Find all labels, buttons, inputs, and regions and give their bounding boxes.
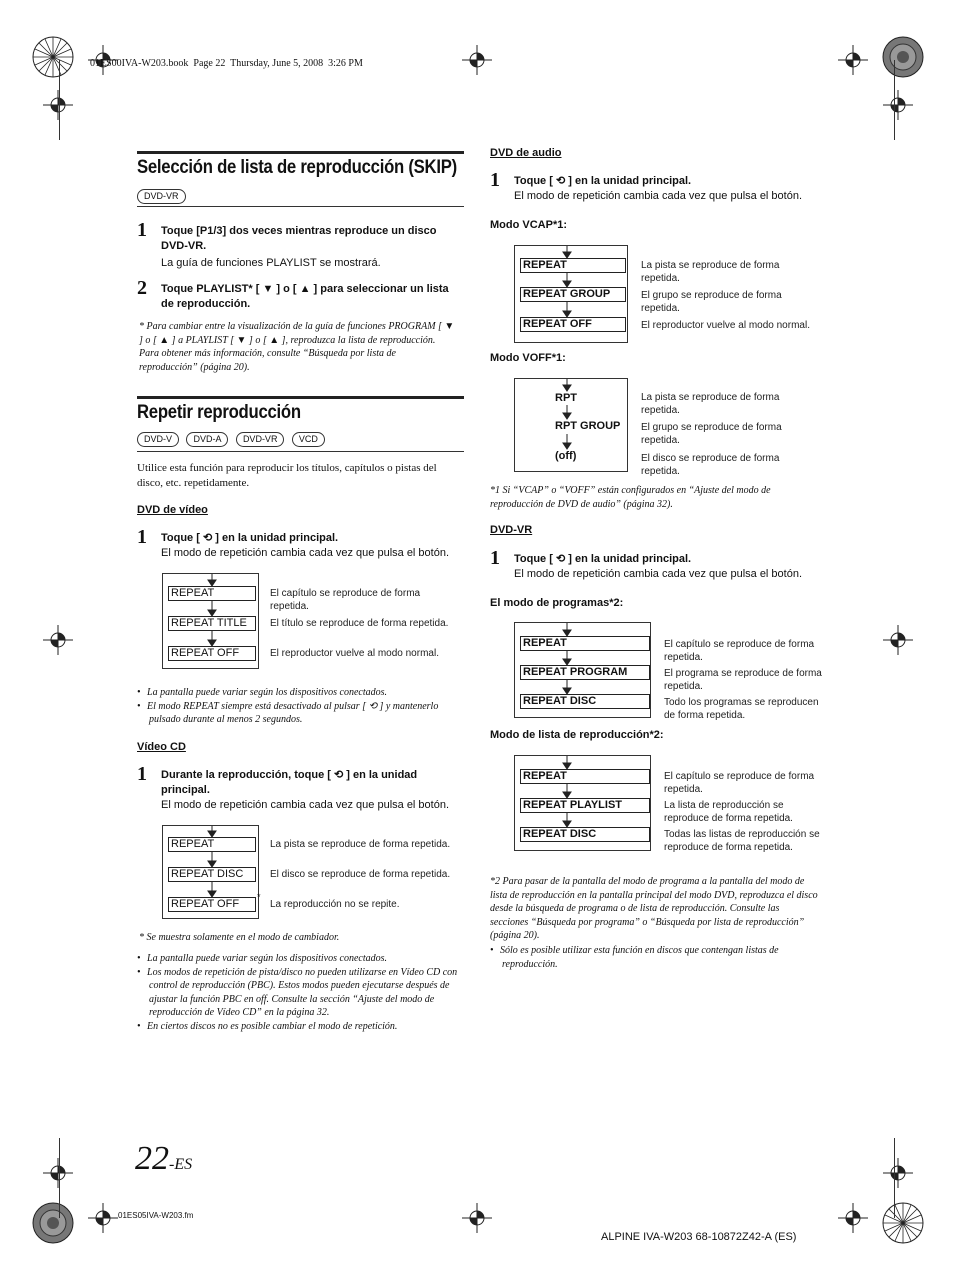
badge-dvd-vr: DVD-VR <box>137 189 186 204</box>
badge-dvd-v: DVD-V <box>137 432 179 447</box>
dvd-vr-footnote: *2 Para pasar de la pantalla del modo de programa a la pantalla del modo de lista de reproducción en la pantalla principal del modo DVD, reproduzca el disco desde la búsqueda de programa o de lista de reproducción. Consulte las secciones “Búsqueda por programa” o “Búsqueda por lista de reproducción” (página 20). <box>490 876 818 941</box>
flow-item: REPEAT PROGRAM <box>520 665 650 680</box>
step-description: El modo de repetición cambia cada vez que pulsa el botón. <box>161 547 450 559</box>
step-number: 2 <box>137 277 147 299</box>
flow-desc: El disco se reproduce de forma repetida. <box>270 869 451 880</box>
flow-desc: La pista se reproduce de forma repetida. <box>641 260 780 284</box>
flow-item: REPEAT GROUP <box>520 287 626 302</box>
flow-desc: La lista de reproducción se reproduce de forma repetida. <box>664 800 793 824</box>
dvd-audio-footnote: *1 Si “VCAP” o “VOFF” están configurados en “Ajuste del modo de reproducción de DVD de audio” (página 32). <box>490 485 771 510</box>
flow-item: REPEAT <box>168 586 256 601</box>
flow-desc: El disco se reproduce de forma repetida. <box>641 453 780 477</box>
flow-item: REPEAT <box>520 769 650 784</box>
flow-item: REPEAT <box>520 636 650 651</box>
step-description: El modo de repetición cambia cada vez que pulsa el botón. <box>514 190 803 202</box>
page-number-value: 22 <box>135 1140 169 1177</box>
flow-item: REPEAT DISC <box>520 827 650 842</box>
step-number: 1 <box>137 526 147 548</box>
step-title: Durante la reproducción, toque [ ⟲ ] en la unidad principal. <box>161 769 418 796</box>
footer-file-name: 01ES05IVA-W203.fm <box>118 1211 194 1220</box>
step-description: El modo de repetición cambia cada vez que pulsa el botón. <box>514 568 803 580</box>
flow-item: REPEAT DISC <box>168 867 256 882</box>
mode-title-program: El modo de programas*2: <box>490 597 624 609</box>
asterisk-mark: * <box>257 892 261 902</box>
flow-desc: La reproducción no se repite. <box>270 899 400 910</box>
badge-dvd-vr: DVD-VR <box>236 432 285 447</box>
flow-desc: El programa se reproduce de forma repetida. <box>664 668 822 692</box>
page-number <box>135 1140 192 1178</box>
subheading-video-cd: Vídeo CD <box>137 741 186 753</box>
mode-title-vcap: Modo VCAP*1: <box>490 219 567 231</box>
flow-item: REPEAT TITLE <box>168 616 256 631</box>
flow-desc: Todo los programas se reproducen de forma repetida. <box>664 697 819 721</box>
badge-vcd: VCD <box>292 432 325 447</box>
flow-desc: El título se reproduce de forma repetida. <box>270 618 449 629</box>
flow-item: REPEAT OFF <box>168 646 256 661</box>
skip-note: * Para cambiar entre la visualización de la guía de funciones PROGRAM [ ▼ ] o [ ▲ ] a PLAYLIST [ ▼ ] o [ ▲ ], reproduzca la lista de reproducción. Para obtener más información, consulte “Búsqueda por lista de reproducción” (página 20). <box>139 321 455 373</box>
flow-desc: La pista se reproduce de forma repetida. <box>641 392 780 416</box>
mode-title-playlist: Modo de lista de reproducción*2: <box>490 729 664 741</box>
flow-desc: Todas las listas de reproducción se reproduce de forma repetida. <box>664 829 820 853</box>
flow-item: RPT <box>555 392 577 404</box>
note-item: • En ciertos discos no es posible cambiar el modo de repetición. <box>137 1020 398 1032</box>
video-cd-star-note: * Se muestra solamente en el modo de cambiador. <box>139 932 340 943</box>
step-number: 1 <box>137 219 147 241</box>
subheading-dvd-video: DVD de vídeo <box>137 504 208 516</box>
flow-item: REPEAT <box>168 837 256 852</box>
step-title: Toque [ ⟲ ] en la unidad principal. <box>514 553 692 565</box>
section-title-skip: Selección de lista de reproducción (SKIP) <box>137 157 457 178</box>
flow-desc: El grupo se reproduce de forma repetida. <box>641 290 782 314</box>
flow-item: REPEAT OFF <box>520 317 626 332</box>
dvd-vr-note: • Sólo es posible utilizar esta función en discos que contengan listas de reproducción. <box>490 945 779 970</box>
flow-desc: El reproductor vuelve al modo normal. <box>641 320 810 331</box>
flow-item: (off) <box>555 450 577 462</box>
flow-desc: El reproductor vuelve al modo normal. <box>270 648 439 659</box>
subheading-dvd-audio: DVD de audio <box>490 147 562 159</box>
step-description: La guía de funciones PLAYLIST se mostrará. <box>161 257 381 269</box>
note-item: • La pantalla puede variar según los dispositivos conectados. <box>137 953 388 964</box>
page-number-suffix: -ES <box>169 1156 193 1173</box>
step-description: El modo de repetición cambia cada vez que pulsa el botón. <box>161 799 450 811</box>
flow-item: REPEAT <box>520 258 626 273</box>
flow-desc: El capítulo se reproduce de forma repetida. <box>664 771 815 795</box>
step-number: 1 <box>137 763 147 785</box>
step-title: Toque [ ⟲ ] en la unidad principal. <box>161 532 339 544</box>
flow-item: REPEAT PLAYLIST <box>520 798 650 813</box>
footer-model: ALPINE IVA-W203 68-10872Z42-A (ES) <box>601 1231 797 1243</box>
mode-title-voff: Modo VOFF*1: <box>490 352 566 364</box>
note-item: • La pantalla puede variar según los dispositivos conectados. <box>137 687 388 698</box>
flow-desc: El capítulo se reproduce de forma repetida. <box>270 588 421 612</box>
badge-dvd-a: DVD-A <box>186 432 228 447</box>
file-info: 01ES00IVA-W203.book Page 22 Thursday, June 5, 2008 3:26 PM <box>90 58 363 69</box>
step-2-skip: Toque PLAYLIST* [ ▼ ] o [ ▲ ] para seleccionar un lista de reproducción. <box>161 283 449 310</box>
note-item: • Los modos de repetición de pista/disco no pueden utilizarse en Vídeo CD con control de reproducción (PBC). Estos modos pueden ejecutarse después de ajustar la función PBC en off. Consulte la sección “Ajuste del modo de reproducción de Vídeo CD” en la página 32. <box>137 966 458 1018</box>
step-title: Toque [P1/3] dos veces mientras reproduce un disco DVD-VR. <box>161 225 437 252</box>
flow-item: REPEAT OFF <box>168 897 256 912</box>
repeat-intro: Utilice esta función para reproducir los títulos, capítulos o pistas del disco, etc. repetidamente. <box>137 462 437 489</box>
step-number: 1 <box>490 169 500 191</box>
flow-item: REPEAT DISC <box>520 694 650 709</box>
flow-desc: La pista se reproduce de forma repetida. <box>270 839 451 850</box>
flow-desc: El capítulo se reproduce de forma repetida. <box>664 639 815 663</box>
step-number: 1 <box>490 547 500 569</box>
flow-item: RPT GROUP <box>555 420 621 432</box>
subheading-dvd-vr: DVD-VR <box>490 524 533 536</box>
flow-desc: El grupo se reproduce de forma repetida. <box>641 422 782 446</box>
note-item: • El modo REPEAT siempre está desactivado al pulsar [ ⟲ ] y mantenerlo pulsado durante al menos 2 segundos. <box>137 700 439 725</box>
step-title: Toque [ ⟲ ] en la unidad principal. <box>514 175 692 187</box>
section-title-repeat: Repetir reproducción <box>137 402 301 423</box>
